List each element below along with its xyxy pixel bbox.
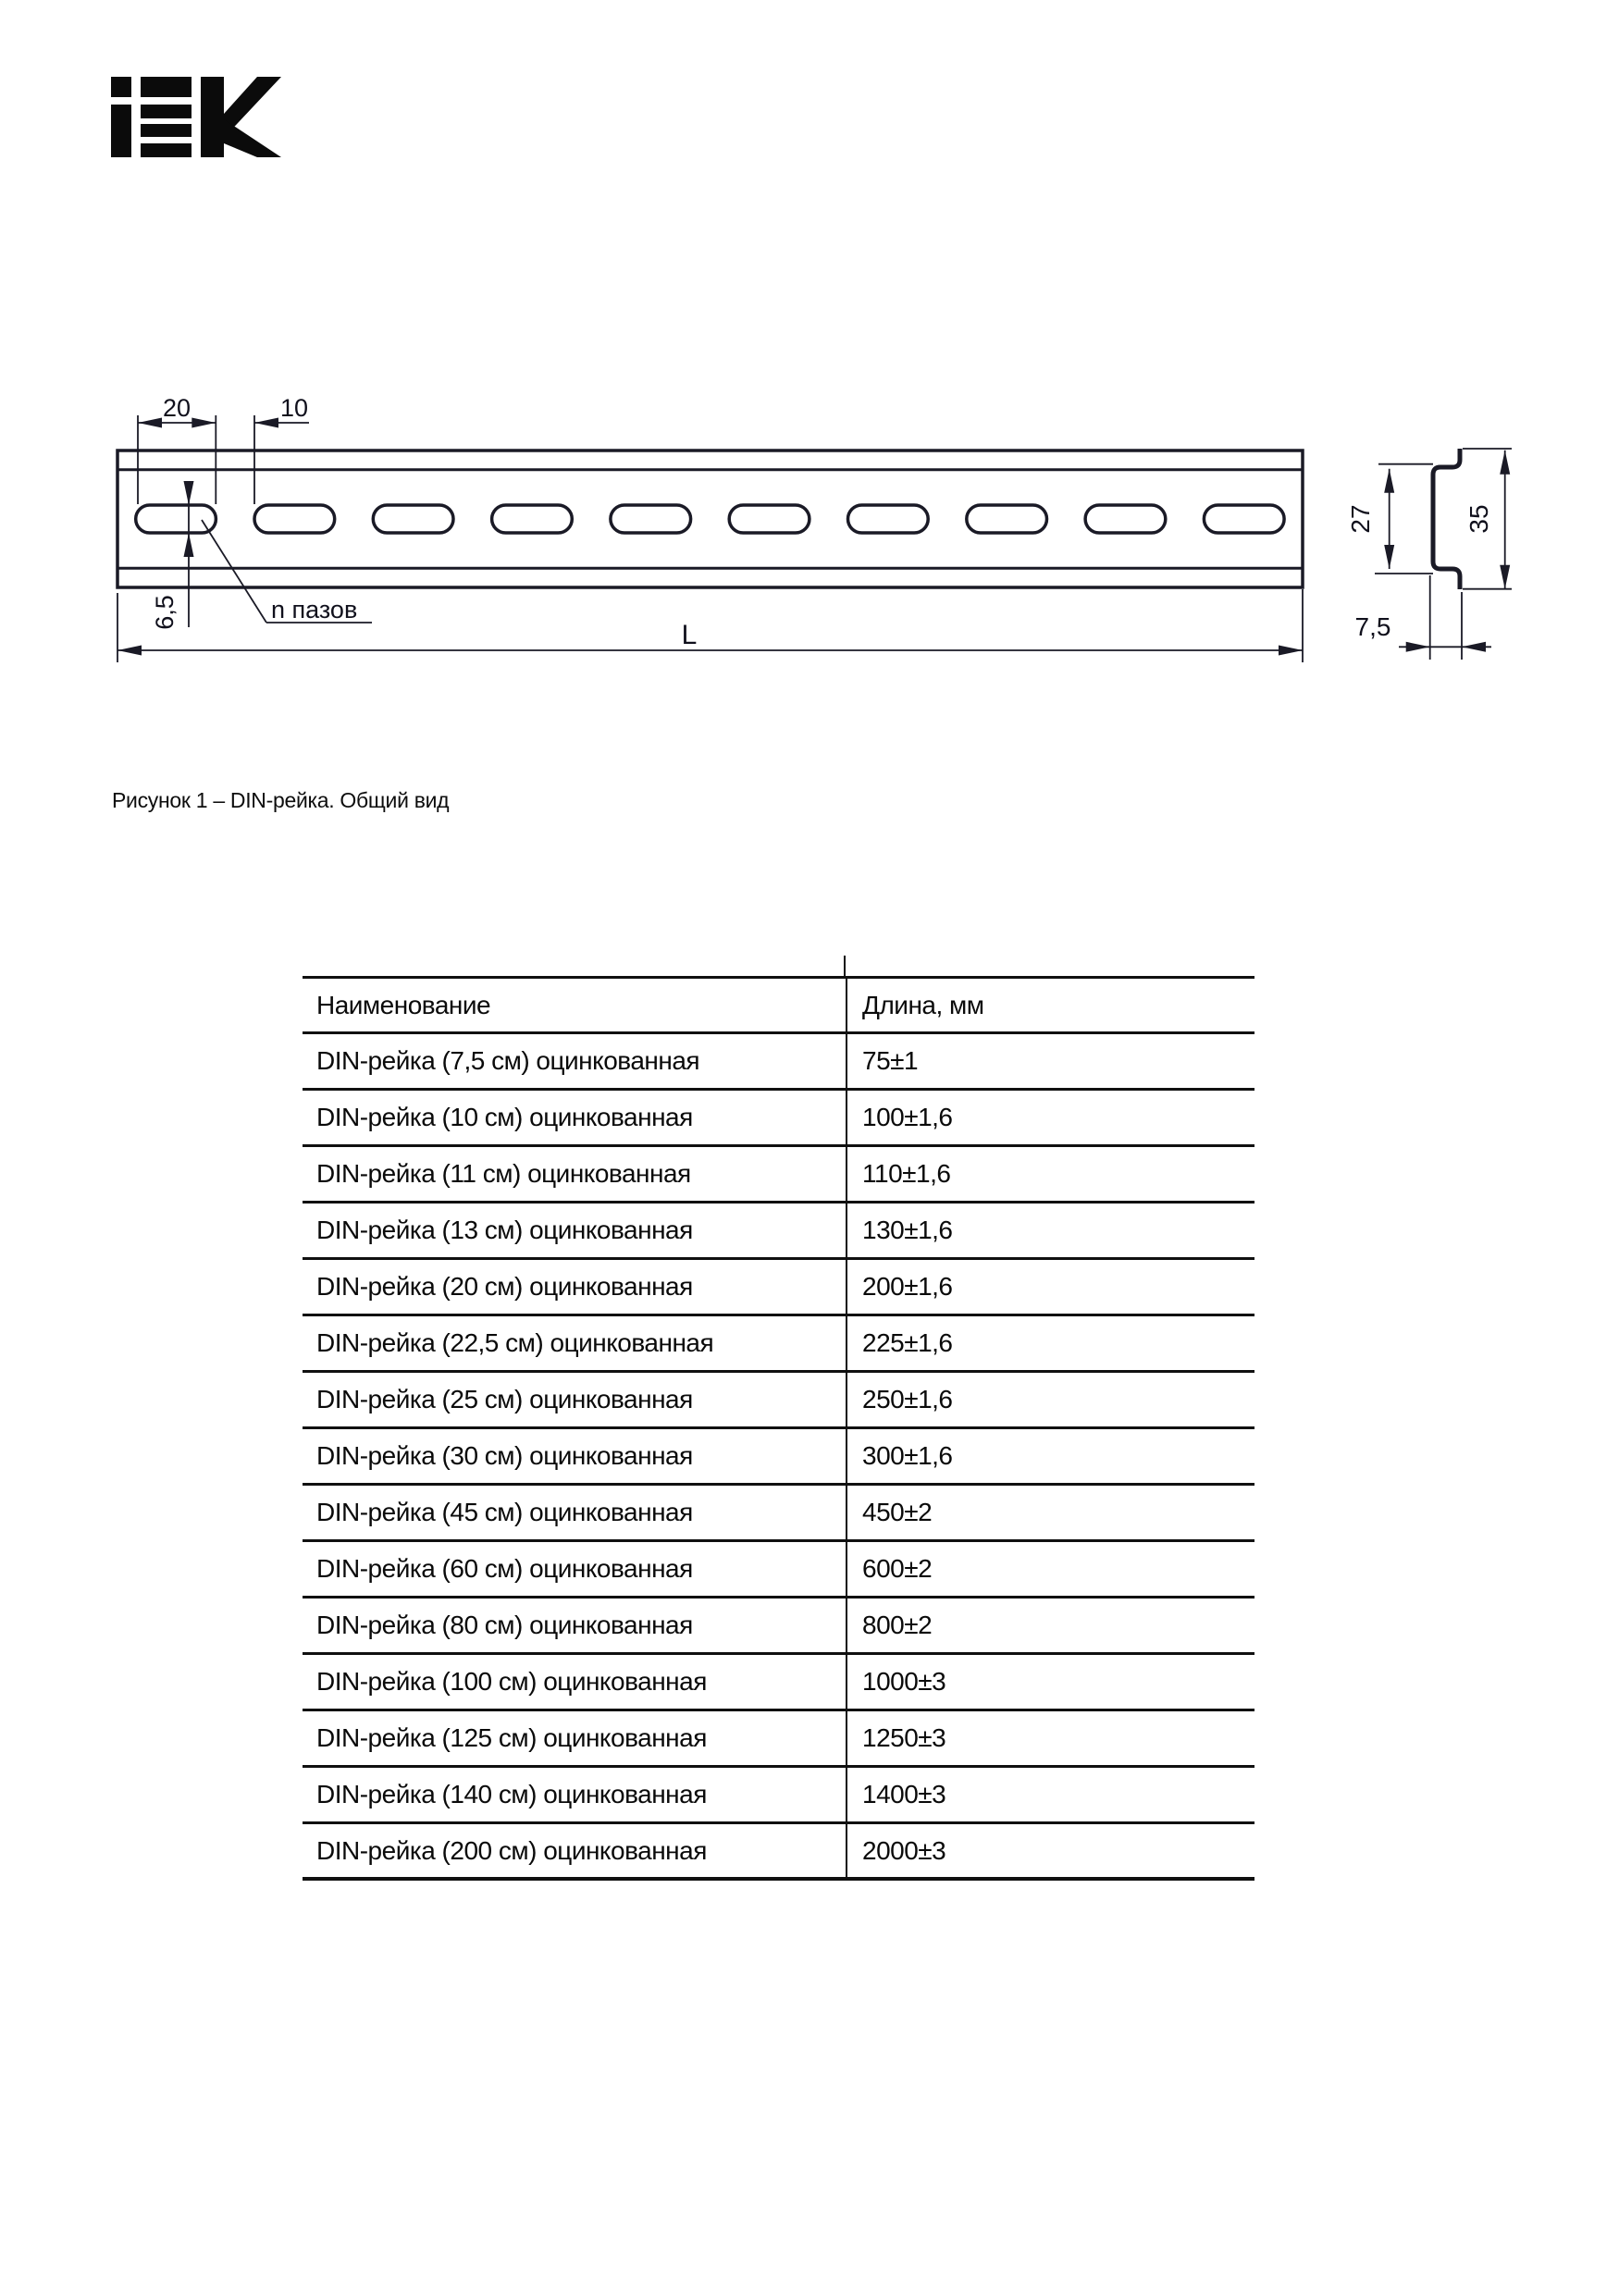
dim-label-inner-height: 27 [1346,504,1375,534]
cell-length: 2000±3 [846,1824,1254,1877]
table-row [303,1204,1254,1260]
rail-slots [136,505,1284,533]
table-row [303,1824,1254,1881]
table-row [303,1034,1254,1091]
slots-count-note: n пазов [271,596,358,623]
cell-name: DIN-рейка (80 см) оцинкованная [316,1611,693,1639]
cell-length: 600±2 [846,1542,1254,1596]
cell-length: 250±1,6 [846,1373,1254,1426]
cell-length: 1250±3 [846,1711,1254,1765]
cell-length: 1000±3 [846,1655,1254,1709]
cell-name: DIN-рейка (13 см) оцинкованная [316,1216,693,1244]
cell-name: DIN-рейка (60 см) оцинкованная [316,1554,693,1583]
cell-name: DIN-рейка (22,5 см) оцинкованная [316,1328,714,1357]
table-row [303,1091,1254,1147]
cell-name: DIN-рейка (7,5 см) оцинкованная [316,1046,700,1075]
table-row [303,1599,1254,1655]
cell-name: DIN-рейка (10 см) оцинкованная [316,1103,693,1131]
dim-label-depth: 7,5 [1354,612,1391,641]
din-rail-drawing [0,0,1619,703]
dim-label-length: L [681,620,698,650]
dim-label-full-height: 35 [1465,504,1493,534]
column-header-length: Длина, мм [846,979,1254,1031]
cell-name: DIN-рейка (20 см) оцинкованная [316,1272,693,1301]
table-row [303,1429,1254,1486]
rail-profile-outline [1433,449,1460,589]
table-row [303,1147,1254,1204]
cell-length: 450±2 [846,1486,1254,1539]
table-row [303,1711,1254,1768]
dim-label-slot-gap: 10 [279,394,309,422]
cell-length: 75±1 [846,1034,1254,1088]
cell-length: 100±1,6 [846,1091,1254,1144]
table-divider-stub [844,956,846,976]
cell-name: DIN-рейка (140 см) оцинкованная [316,1780,707,1808]
table-row [303,1655,1254,1711]
cell-length: 225±1,6 [846,1316,1254,1370]
table-row [303,1768,1254,1824]
dim-label-slot-height: 6,5 [151,595,179,630]
table-row [303,1542,1254,1599]
cell-length: 300±1,6 [846,1429,1254,1483]
din-rail-size-table [303,976,1254,1881]
cell-length: 1400±3 [846,1768,1254,1821]
column-header-name: Наименование [316,990,491,1019]
cell-name: DIN-рейка (125 см) оцинкованная [316,1723,707,1752]
table-row [303,1260,1254,1316]
cell-length: 110±1,6 [846,1147,1254,1201]
cell-name: DIN-рейка (11 см) оцинкованная [316,1159,691,1188]
cell-name: DIN-рейка (45 см) оцинкованная [316,1498,693,1526]
cell-length: 200±1,6 [846,1260,1254,1314]
figure-caption: Рисунок 1 – DIN-рейка. Общий вид [112,788,450,812]
cell-name: DIN-рейка (100 см) оцинкованная [316,1667,707,1696]
cell-name: DIN-рейка (25 см) оцинкованная [316,1385,693,1413]
table-row [303,1373,1254,1429]
cell-name: DIN-рейка (200 см) оцинкованная [316,1835,707,1865]
table-row [303,1486,1254,1542]
cell-length: 130±1,6 [846,1204,1254,1257]
table-header-row [303,979,1254,1034]
cell-length: 800±2 [846,1599,1254,1652]
dim-label-slot-length: 20 [162,394,192,422]
cell-name: DIN-рейка (30 см) оцинкованная [316,1441,693,1470]
table-row [303,1316,1254,1373]
